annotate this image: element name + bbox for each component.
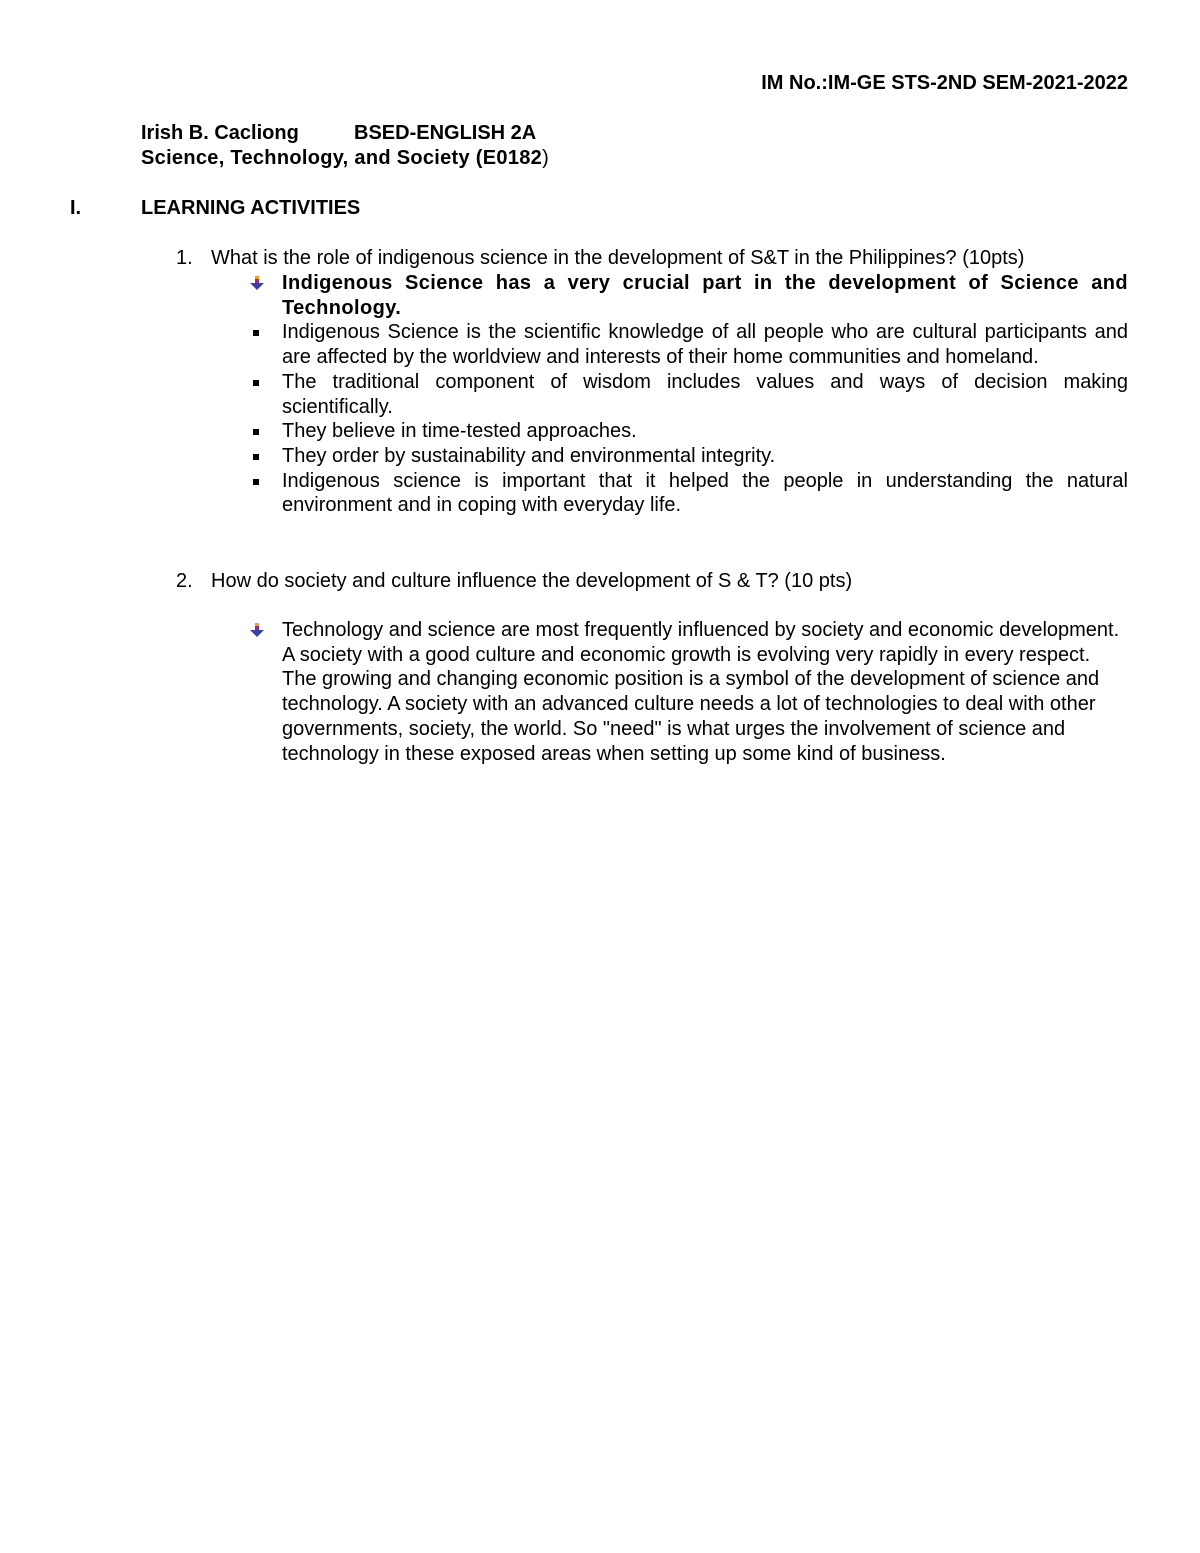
answer-item	[248, 618, 1128, 766]
section-title: LEARNING ACTIVITIES	[141, 197, 361, 219]
answer-text: Indigenous Science is the scientific knowledge of all people who are cultural participants and are affected by the worldview and interests of their home communities and homeland.	[282, 321, 1128, 369]
answer-text: They believe in time-tested approaches.	[282, 420, 637, 443]
question-text: How do society and culture influence the development of S & T? (10 pts)	[211, 570, 853, 592]
question-number: 1.	[176, 247, 193, 269]
answer-item	[248, 271, 1128, 320]
square-bullet-icon	[253, 479, 259, 485]
subject-close-paren: )	[542, 147, 550, 169]
section-numeral: I.	[70, 197, 82, 219]
answer-text: Technology and science are most frequently influenced by society and economic development. A society with a good culture and economic growth is evolving very rapidly in every respect. The growing and changing economic position is a symbol of the development of science and technology. A society with an advanced culture needs a lot of technologies to deal with other governments, society, the world. So "need" is what urges the involvement of science and technology in these exposed areas when setting up some kind of business.	[282, 619, 1120, 765]
answer-item	[248, 370, 1128, 419]
student-name: Irish B. Cacliong	[141, 122, 299, 144]
arrow-bullet-icon	[250, 276, 264, 290]
square-bullet-icon	[253, 380, 259, 386]
answer-text: They order by sustainability and environmental integrity.	[282, 444, 776, 467]
answer-item	[248, 320, 1128, 369]
student-info-line	[141, 121, 537, 145]
question-text: What is the role of indigenous science in the development of S&T in the Philippines? (10pts)	[211, 247, 1025, 269]
square-bullet-icon	[253, 330, 259, 336]
question-2-answers	[248, 618, 1128, 766]
subject-name: Science, Technology, and Society (E0182	[141, 147, 543, 169]
square-bullet-icon	[253, 429, 259, 435]
answer-item	[248, 419, 1128, 444]
answer-text: Indigenous Science has a very crucial part in the development of Science and Technology.	[282, 272, 1128, 319]
answer-item	[248, 469, 1128, 518]
square-bullet-icon	[253, 454, 259, 460]
section-heading	[70, 196, 360, 220]
subject-title	[141, 146, 549, 170]
student-course: BSED-ENGLISH 2A	[354, 122, 537, 144]
answer-item	[248, 444, 1128, 469]
answer-text: The traditional component of wisdom includes values and ways of decision making scientifically.	[282, 370, 1128, 418]
question-1-answers	[248, 271, 1128, 518]
arrow-bullet-icon	[250, 623, 264, 637]
question-number: 2.	[176, 570, 193, 592]
answer-text: Indigenous science is important that it helped the people in understanding the natural environment and in coping with everyday life.	[282, 469, 1128, 517]
im-number: IM No.:IM-GE STS-2ND SEM-2021-2022	[761, 72, 1128, 94]
